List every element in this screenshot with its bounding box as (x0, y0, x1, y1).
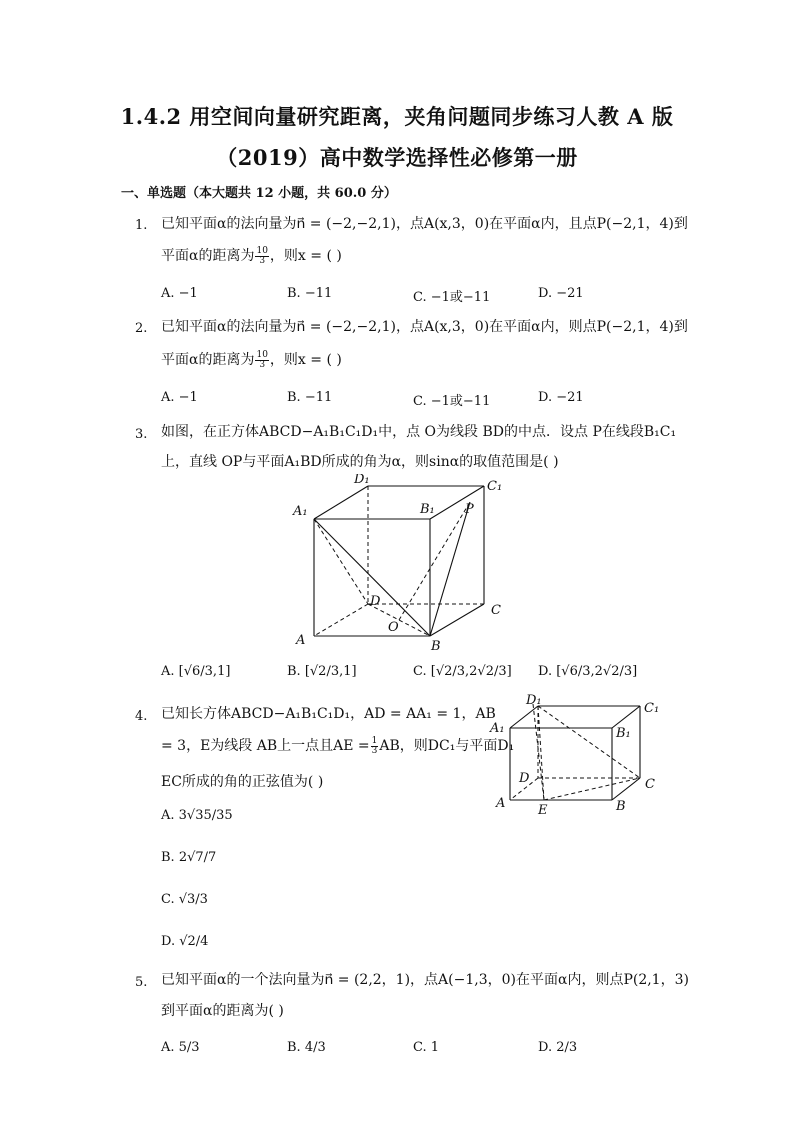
label-b: B (431, 639, 441, 654)
label-a: A (296, 633, 306, 648)
question-5-option-c: C. 1 (413, 1040, 440, 1055)
label-a: A (496, 796, 506, 811)
label-c1: C₁ (644, 701, 660, 716)
label-p: P (465, 502, 474, 517)
label-c1: C₁ (487, 479, 503, 494)
label-e: E (538, 803, 548, 818)
question-2-option-b: B. −11 (287, 390, 333, 405)
question-1-option-b: B. −11 (287, 286, 333, 301)
label-d1: D₁ (354, 474, 370, 487)
question-5-line1: 已知平面α的一个法向量为n⃗ = (2,2，1)，点A(−1,3，0)在平面α内，则点P(2,1，3) (161, 972, 689, 988)
question-4-option-a: A. 3√35/35 (161, 808, 233, 823)
question-5-line2: 到平面α的距离为( ) (161, 1003, 284, 1019)
fraction: $\frac{1}{3}$ (371, 735, 378, 756)
question-3-option-c: C. [√2/3,2√2/3] (413, 664, 512, 679)
fraction: $\frac{10}{3}$ (256, 245, 268, 266)
question-1-number: 1. (135, 218, 148, 233)
question-3-line2: 上，直线 OP与平面A₁BD所成的角为α，则sinα的取值范围是( ) (161, 454, 559, 470)
question-2-option-c: C. −1或−11 (413, 394, 491, 409)
label-d: D (519, 771, 530, 786)
question-5-option-d: D. 2/3 (538, 1040, 578, 1055)
question-2-option-a: A. −1 (161, 390, 198, 405)
question-4-number: 4. (135, 709, 148, 724)
question-4-option-b: B. 2√7/7 (161, 850, 217, 865)
question-4-option-d: D. √2/4 (161, 934, 209, 949)
label-a1: A₁ (293, 504, 308, 519)
question-1-line2: 平面α的距离为 $\frac{10}{3}$ ，则x = ( ) (161, 245, 342, 266)
label-b1: B₁ (420, 502, 435, 517)
cube-figure (284, 474, 514, 654)
label-b1: B₁ (616, 726, 631, 741)
question-1-option-c: C. −1或−11 (413, 290, 491, 305)
question-5-option-a: A. 5/3 (161, 1040, 200, 1055)
question-4-line3: EC所成的角的正弦值为( ) (161, 774, 324, 790)
question-3-line1: 如图，在正方体ABCD−A₁B₁C₁D₁中，点 O为线段 BD的中点．设点 P在线段B₁C₁ (161, 424, 677, 440)
question-2-option-d: D. −21 (538, 390, 584, 405)
question-3-option-d: D. [√6/3,2√2/3] (538, 664, 638, 679)
label-d1: D₁ (526, 693, 542, 708)
label-c: C (645, 777, 655, 792)
document-title-line1: 1.4.2 用空间向量研究距离，夹角问题同步练习人教 A 版 (120, 104, 674, 129)
section-heading: 一、单选题（本大题共 12 小题，共 60.0 分） (121, 186, 397, 201)
question-2-line1: 已知平面α的法向量为n⃗ = (−2,−2,1)，点A(x,3，0)在平面α内，则点P(−2,1，4)到 (161, 319, 688, 335)
label-d: D (370, 594, 381, 609)
question-5-option-b: B. 4/3 (287, 1040, 326, 1055)
question-2-number: 2. (135, 321, 148, 336)
question-4-line2: = 3，E为线段 AB上一点且AE = $\frac{1}{3}$ AB，则DC₁与平面D₁ (161, 735, 515, 756)
question-4-line1: 已知长方体ABCD−A₁B₁C₁D₁，AD = AA₁ = 1，AB (161, 706, 496, 722)
label-b: B (616, 799, 626, 814)
label-a1: A₁ (490, 721, 505, 736)
label-c: C (491, 603, 501, 618)
cuboid-figure (488, 690, 668, 820)
label-o: O (388, 620, 399, 635)
question-5-number: 5. (135, 975, 148, 990)
question-3-option-a: A. [√6/3,1] (161, 664, 231, 679)
question-1-line1: 已知平面α的法向量为n⃗ = (−2,−2,1)，点A(x,3，0)在平面α内，且点P(−2,1，4)到 (161, 216, 688, 232)
question-1-option-d: D. −21 (538, 286, 584, 301)
document-title-line2: （2019）高中数学选择性必修第一册 (216, 145, 578, 170)
question-3-option-b: B. [√2/3,1] (287, 664, 357, 679)
fraction: $\frac{10}{3}$ (256, 349, 268, 370)
question-4-option-c: C. √3/3 (161, 892, 208, 907)
question-3-number: 3. (135, 427, 148, 442)
question-1-option-a: A. −1 (161, 286, 198, 301)
question-2-line2: 平面α的距离为 $\frac{10}{3}$ ，则x = ( ) (161, 349, 342, 370)
